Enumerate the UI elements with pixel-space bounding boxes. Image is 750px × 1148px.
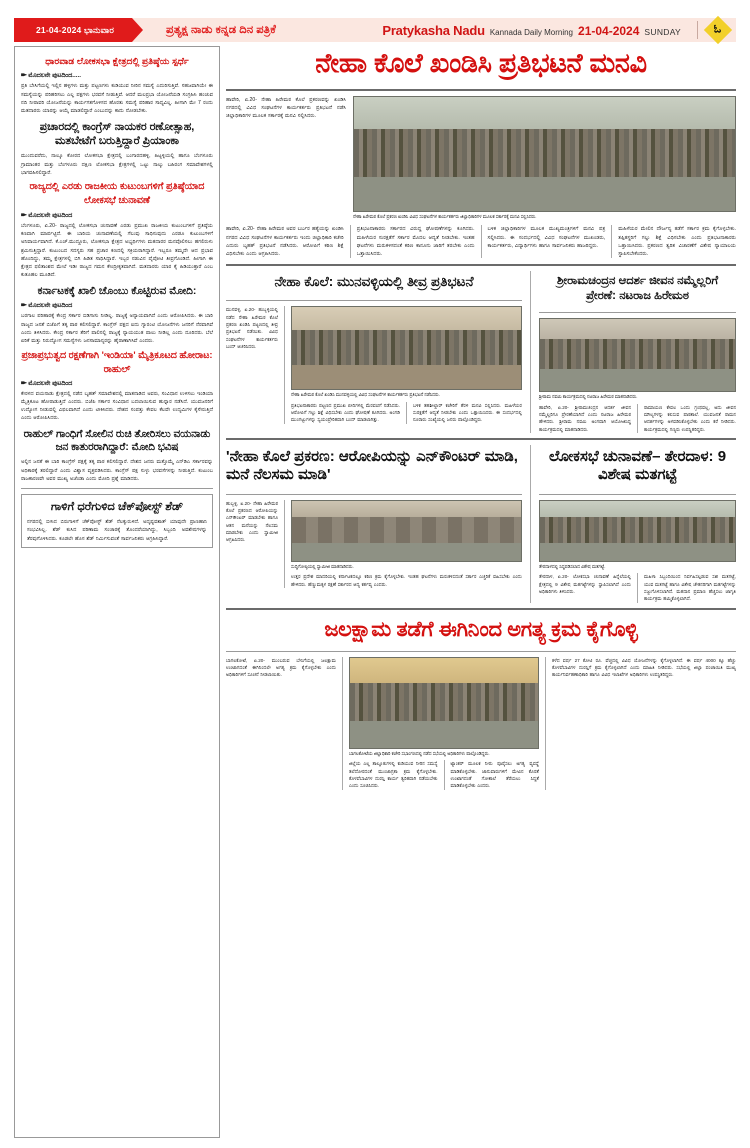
lead-col-3: ಬಳಿಕ ಜಿಲ್ಲಾಧಿಕಾರಿಗಳ ಮೂಲಕ ಮುಖ್ಯಮಂತ್ರಿಗಳಿಗೆ ಮನವಿ ಪತ್ರ ಸಲ್ಲಿಸಿದರು. ಈ ಸಂದರ್ಭದಲ್ಲಿ ವಿವಿಧ ಸಂಘಟನೆಗಳ ಮುಖಂಡರು, ಕಾರ್ಯಕರ್ತರು, ವಿದ್ಯಾರ್ಥಿಗಳು ಹಾಗೂ ಸಾರ್ವಜನಿಕರು ಹಾಜರಿದ್ದರು.	[487, 226, 606, 249]
section4	[226, 615, 736, 790]
masthead-logo-glyph: ಓ	[714, 23, 722, 36]
section3-right-photo-caption: ತೇರದಾಳದಲ್ಲಿ ಸಿದ್ಧಪಡಿಸಲಾದ ವಿಶೇಷ ಮತಗಟ್ಟೆ.	[539, 563, 606, 569]
lead-col-4: ಮಹಿಳೆಯರ ಮೇಲಿನ ದೌರ್ಜನ್ಯ ತಡೆಗೆ ಸರ್ಕಾರ ಕ್ರಮ ಕೈಗೊಳ್ಳಬೇಕು. ತಪ್ಪಿತಸ್ಥರಿಗೆ ಗಲ್ಲು ಶಿಕ್ಷೆ ವಿಧಿಸಬೇಕು ಎಂದು ಪ್ರತಿಭಟನಾಕಾರರು ಒತ್ತಾಯಿಸಿದರು. ಪ್ರಕರಣದ ತ್ವರಿತ ವಿಚಾರಣೆಗೆ ವಿಶೇಷ ನ್ಯಾಯಾಲಯ ಸ್ಥಾಪಿಸಬೇಕೆಂದರು.	[618, 226, 736, 258]
left-story-5-body: ಅಲ್ಲಿನ ಜನತೆ ಈ ಬಾರಿ ಕಾಂಗ್ರೆಸ್ ಪಕ್ಷಕ್ಕೆ ತಕ್ಕ ಪಾಠ ಕಲಿಸಲಿದ್ದಾರೆ. ದೇಶದ ಜನರು ಮತ್ತೊಮ್ಮೆ ಎನ್‌ಡಿಎ ಸರ್ಕಾರವನ್ನು ಅಧಿಕಾರಕ್ಕೆ ತರಲಿದ್ದಾರೆ ಎಂದು ವಿಶ್ವಾಸ ವ್ಯಕ್ತಪಡಿಸಿದರು. ಕಾಂಗ್ರೆಸ್ ಪಕ್ಷ ಸುಳ್ಳು ಭರವಸೆಗಳನ್ನು ನೀಡುತ್ತಿದೆ. ಕುಟುಂಬ ರಾಜಕಾರಣವೇ ಅವರ ಮುಖ್ಯ ಅಜೆಂಡಾ ಎಂದು ಮೋದಿ ಪ್ರಶ್ನೆ ಮಾಡಿದರು.	[21, 459, 213, 482]
left-story-5-headline: ರಾಹುಲ್ ಗಾಂಧಿಗೆ ಸೋಲಿನ ರುಚಿ ತೋರಿಸಲು ವಯನಾಡು ಜನ ಕಾತುರರಾಗಿದ್ದಾರೆ: ಮೋದಿ ಭವಿಷ	[23, 428, 211, 453]
masthead-day: SUNDAY	[644, 26, 681, 37]
section4-headline: ಜಲಕ್ಷಾಮ ತಡೆಗೆ ಈಗಿನಿಂದ ಅಗತ್ಯ ಕ್ರಮ ಕೈಗೊಳ್ಳಿ	[324, 617, 638, 641]
masthead-date: 21-04-2024	[578, 23, 640, 38]
section4-col-1: ಬಾಗಲಕೋಟೆ, ಏ.20- ಮುಂಬರುವ ಬೇಸಿಗೆಯಲ್ಲಿ ಜಲಕ್ಷಾಮ ಉಂಟಾಗದಂತೆ ಈಗಿನಿಂದಲೇ ಅಗತ್ಯ ಕ್ರಮ ಕೈಗೊಳ್ಳಬೇಕು ಎಂದು ಅಧಿಕಾರಿಗಳಿಗೆ ಸೂಚನೆ ನೀಡಲಾಯಿತು.	[226, 657, 336, 678]
section3-top-rule	[226, 438, 736, 440]
left-story-3-kicker: ➨ ಮೊದಲನೇ ಪುಟದಿಂದ	[21, 302, 73, 310]
section2-left-story	[226, 271, 522, 433]
left-story-6-headline: ಗಾಳಿಗೆ ಧರೆಗುಳಿದ ಚೆಕ್‌ಪೋಸ್ಟ್ ಶೆಡ್	[50, 501, 184, 514]
lead-rule	[226, 89, 736, 91]
masthead-logo-icon	[704, 16, 732, 44]
left-story-6-body: ನಗರದಲ್ಲಿ ಬೀಸಿದ ಬಿರುಗಾಳಿಗೆ ಚೆಕ್‌ಪೋಸ್ಟ್ ಶೆಡ್ ನೆಲಕ್ಕುರುಳಿದೆ. ಅದೃಷ್ಟವಶಾತ್ ಯಾವುದೇ ಪ್ರಾಣಹಾನಿ ಸಂಭವಿಸಿಲ್ಲ. ಶೆಡ್ ಕುಸಿದ ಪರಿಣಾಮ ಸಂಚಾರಕ್ಕೆ ತೊಂದರೆಯಾಗಿದ್ದು, ಸಿಬ್ಬಂದಿ ಅವಶೇಷಗಳನ್ನು ತೆರವುಗೊಳಿಸಿದರು. ಕೂಡಲೇ ಹೊಸ ಶೆಡ್ ನಿರ್ಮಿಸುವಂತೆ ಸಾರ್ವಜನಿಕರು ಆಗ್ರಹಿಸಿದ್ದಾರೆ.	[27, 519, 207, 542]
section3-right-photo	[539, 500, 736, 562]
section2-right-story	[539, 271, 736, 433]
section2-left-photo-caption: ನೇಹಾ ಹಿರೇಮಠ ಕೊಲೆ ಖಂಡಿಸಿ ಮುನವಳ್ಳಿಯಲ್ಲಿ ವಿವಿಧ ಸಂಘಟನೆಗಳ ಕಾರ್ಯಕರ್ತರು ಪ್ರತಿಭಟನೆ ನಡೆಸಿದರು.	[291, 392, 440, 398]
left-story-0-headline: ಧಾರವಾಡ ಲೋಕಸಭಾ ಕ್ಷೇತ್ರದಲ್ಲಿ ಪ್ರತಿಷ್ಠೆಯ ಸ್ಪರ್ಧೆ	[45, 56, 189, 66]
section2-right-col-1: ಹಾವೇರಿ, ಏ.20- ಶ್ರೀರಾಮಚಂದ್ರನ ಆದರ್ಶ ಜೀವನ ನಮ್ಮೆಲ್ಲರಿಗೂ ಪ್ರೇರಣೆಯಾಗಿದೆ ಎಂದು ನಟರಾಜ ಹಿರೇಮಠ ಹೇಳಿದರು. ಶ್ರೀರಾಮ ನವಮಿ ಅಂಗವಾಗಿ ಆಯೋಜಿಸಿದ್ದ ಕಾರ್ಯಕ್ರಮದಲ್ಲಿ ಮಾತನಾಡಿದರು.	[539, 404, 631, 432]
section2	[226, 271, 736, 433]
left-story-4	[21, 348, 213, 422]
left-story-0-body: ಪ್ರತಿ ಬೇಸಿಗೆಯಲ್ಲಿ ಇಲ್ಲಿನ ಹಳ್ಳಿಗಳು ಮತ್ತು ಪಟ್ಟಣಗಳು ಕುಡಿಯುವ ನೀರಿನ ಸಮಸ್ಯೆ ಎದುರಿಸುತ್ತಿವೆ. ಸಹಜವಾಗಿಯೇ ಈ ಸಮಸ್ಯೆಯನ್ನು ಪರಿಹರಿಸಲು ಎಲ್ಲ ಪಕ್ಷಗಳು ಭರವಸೆ ನೀಡುತ್ತಿವೆ. ಆದರೆ ಮಲಪ್ರಭಾ ಯೋಜನೆಯಡಿ ಸಂಗ್ರಹಿಸಿ ಹಂಚುವ ನದಿ ನೀರಾವರಿ ಯೋಜನೆಯನ್ನು ಕಾರ್ಯಗತಗೊಳಿಸದ ಹೊರತು ಸಮಸ್ಯೆ ಪರಿಹಾರ ಸಾಧ್ಯವಿಲ್ಲ. ಹೀಗಾಗಿ ಮೇ 7 ರಂದು ಮತದಾರರು ಯಾರನ್ನು ಆಯ್ಕೆ ಮಾಡಲಿದ್ದಾರೆ ಎಂಬುದನ್ನು ಕಾದು ನೋಡಬೇಕು.	[21, 83, 213, 115]
lead-photo	[353, 96, 736, 212]
section4-photo	[349, 657, 539, 749]
lead-col-2: ಪ್ರತಿಭಟನಾಕಾರರು ಸರ್ಕಾರದ ವಿರುದ್ಧ ಘೋಷಣೆಗಳನ್ನು ಕೂಗಿದರು. ಮಹಿಳೆಯರ ಸುರಕ್ಷತೆಗೆ ಸರ್ಕಾರ ಮೊದಲ ಆದ್ಯತೆ ನೀಡಬೇಕು. ಇಂತಹ ಘಟನೆಗಳು ಮರುಕಳಿಸದಂತೆ ಕಠಿಣ ಕಾನೂನು ಜಾರಿಗೆ ತರಬೇಕು ಎಂದು ಒತ್ತಾಯಿಸಿದರು.	[356, 226, 475, 258]
section3	[226, 445, 736, 603]
section2-right-photo-caption: ಶ್ರೀರಾಮ ನವಮಿ ಕಾರ್ಯಕ್ರಮದಲ್ಲಿ ನಟರಾಜ ಹಿರೇಮಠ ಮಾತನಾಡಿದರು.	[539, 394, 638, 400]
lead-photo-wrap	[353, 96, 736, 221]
section4-top-rule	[226, 608, 736, 610]
section2-left-headline: ನೇಹಾ ಕೊಲೆ: ಮುನವಳ್ಳಿಯಲ್ಲಿ ತೀವ್ರ ಪ್ರತಿಭಟನೆ	[274, 274, 474, 290]
section4-photo-caption: ಬಾಗಲಕೋಟೆಯ ಜಿಲ್ಲಾಧಿಕಾರಿ ಕಚೇರಿ ಸಭಾಂಗಣದಲ್ಲಿ ನಡೆದ ಸಭೆಯಲ್ಲಿ ಅಧಿಕಾರಿಗಳು ಪಾಲ್ಗೊಂಡಿದ್ದರು.	[349, 750, 490, 756]
section3-left-photo	[291, 500, 522, 562]
left-story-2-body: ಬೆಂಗಳೂರು, ಏ.20- ರಾಜ್ಯದಲ್ಲಿ ಲೋಕಸಭಾ ಚುನಾವಣೆ ಎರಡು ಪ್ರಮುಖ ರಾಜಕೀಯ ಕುಟುಂಬಗಳಿಗೆ ಪ್ರತಿಷ್ಠೆಯ ಕಣವಾಗಿ ಮಾರ್ಪಟ್ಟಿದೆ. ಈ ಬಾರಿಯ ಚುನಾವಣೆಯಲ್ಲಿ ಗೆಲುವು ಸಾಧಿಸುವುದು ಎರಡೂ ಕುಟುಂಬಗಳಿಗೆ ಅನಿವಾರ್ಯವಾಗಿದೆ. ಕೆ.ಎಚ್.ಮುದ್ದೂರು, ಲೋಕಸಭಾ ಕ್ಷೇತ್ರದ ಅಭ್ಯರ್ಥಿಗಳು ಮತದಾರರ ಮನವೊಲಿಸಲು ಹಗಲಿರುಳು ಶ್ರಮಿಸುತ್ತಿದ್ದಾರೆ. ಕುಟುಂಬದ ಸದಸ್ಯರು ಸಹ ಪ್ರಚಾರ ಕಣದಲ್ಲಿ ಸಕ್ರಿಯರಾಗಿದ್ದಾರೆ. ಇಬ್ಬರೂ ತಮ್ಮದೇ ಆದ ಪ್ರಭಾವ ಹೊಂದಿದ್ದು, ತಮ್ಮ ಕ್ಷೇತ್ರಗಳಲ್ಲಿ ಬಿಗಿ ಹಿಡಿತ ಸಾಧಿಸಿದ್ದಾರೆ. ಇಬ್ಬರ ನಡುವಿನ ಪೈಪೋಟಿ ತೀವ್ರಗೊಂಡಿದೆ. ಹೀಗಾಗಿ ಈ ಕ್ಷೇತ್ರದ ಫಲಿತಾಂಶದ ಮೇಲೆ ಇಡೀ ರಾಜ್ಯದ ಗಮನ ಕೇಂದ್ರೀಕೃತವಾಗಿದೆ. ಮತದಾರರು ಯಾರ ಕೈ ಹಿಡಿಯುತ್ತಾರೆ ಎಂಬ ಕುತೂಹಲ ಮೂಡಿದೆ.	[21, 222, 213, 279]
left-story-2	[21, 180, 213, 280]
lead-photo-caption: ನೇಹಾ ಹಿರೇಮಠ ಕೊಲೆ ಪ್ರಕರಣ ಖಂಡಿಸಿ ವಿವಿಧ ಸಂಘಟನೆಗಳ ಕಾರ್ಯಕರ್ತರು ಜಿಲ್ಲಾಧಿಕಾರಿಗಳ ಮೂಲಕ ಸರ್ಕಾರಕ್ಕೆ ಮನವಿ ಸಲ್ಲಿಸಿದರು.	[353, 213, 537, 219]
masthead-date-flag	[14, 18, 132, 42]
left-story-0-kicker: ➨ ಮೊದಲನೇ ಪುಟದಿಂದ.....	[21, 72, 81, 80]
section2-left-photo	[291, 306, 522, 390]
left-story-3-body: ಬರಗಾಲ ಪರಿಹಾರಕ್ಕೆ ಕೇಂದ್ರ ಸರ್ಕಾರ ಬಿಡಿಗಾಸು ನೀಡಿಲ್ಲ. ರಾಜ್ಯಕ್ಕೆ ಅನ್ಯಾಯವಾಗಿದೆ ಎಂದು ಆರೋಪಿಸಿದರು. ಈ ಬಾರಿ ರಾಜ್ಯದ ಜನತೆ ಬಿಜೆಪಿಗೆ ತಕ್ಕ ಪಾಠ ಕಲಿಸಲಿದ್ದಾರೆ. ಕಾಂಗ್ರೆಸ್ ಪಕ್ಷದ ಐದು ಗ್ಯಾರಂಟಿ ಯೋಜನೆಗಳು ಜನರಿಗೆ ನೆರವಾಗಿವೆ ಎಂದು ತಿಳಿಸಿದರು. ಕೇಂದ್ರ ಸರ್ಕಾರ ತೆರಿಗೆ ಪಾಲಿನಲ್ಲಿ ರಾಜ್ಯಕ್ಕೆ ನ್ಯಾಯಯುತ ಪಾಲು ನೀಡಿಲ್ಲ ಎಂದು ದೂರಿದರು. ಬೆಲೆ ಏರಿಕೆ ಮತ್ತು ನಿರುದ್ಯೋಗ ಸಮಸ್ಯೆಗಳು ಜನಸಾಮಾನ್ಯರನ್ನು ಹೈರಾಣಾಗಿಸಿವೆ ಎಂದರು.	[21, 313, 213, 345]
left-story-3-headline: ಕರ್ನಾಟಕಕ್ಕೆ ಖಾಲಿ ಚೊಂಬು ಕೊಟ್ಟಿರುವ ಮೋದಿ:	[37, 284, 197, 297]
lead-col-1: ಹಾವೇರಿ, ಏ.20- ನೇಹಾ ಹಿರೇಮಠ ಅವರ ಬರ್ಬರ ಹತ್ಯೆಯನ್ನು ಖಂಡಿಸಿ ನಗರದ ವಿವಿಧ ಸಂಘಟನೆಗಳ ಕಾರ್ಯಕರ್ತರು ಇಂದು ಜಿಲ್ಲಾಧಿಕಾರಿ ಕಚೇರಿ ಎದುರು ಬೃಹತ್ ಪ್ರತಿಭಟನೆ ನಡೆಸಿದರು. ಆರೋಪಿಗೆ ಕಠಿಣ ಶಿಕ್ಷೆ ವಿಧಿಸಬೇಕು ಎಂದು ಆಗ್ರಹಿಸಿದರು.	[226, 226, 344, 258]
left-story-4-body: ಕೇರಳದ ವಯನಾಡು ಕ್ಷೇತ್ರದಲ್ಲಿ ನಡೆದ ಬೃಹತ್ ಸಮಾವೇಶದಲ್ಲಿ ಮಾತನಾಡಿದ ಅವರು, ಸಂವಿಧಾನ ಉಳಿಸಲು ಇಂಡಿಯಾ ಮೈತ್ರಿಕೂಟ ಹೋರಾಡುತ್ತಿದೆ ಎಂದರು. ಬಿಜೆಪಿ ಸರ್ಕಾರ ಸಂವಿಧಾನ ಬದಲಾಯಿಸುವ ಹುನ್ನಾರ ನಡೆಸಿದೆ. ಯುವಜನರಿಗೆ ಉದ್ಯೋಗ ನೀಡುವಲ್ಲಿ ವಿಫಲವಾಗಿದೆ ಎಂದು ಟೀಕಿಸಿದರು. ದೇಶದ ಸಂಪತ್ತು ಕೇವಲ ಕೆಲವೇ ಉದ್ಯಮಿಗಳ ಕೈಸೇರುತ್ತಿದೆ ಎಂದು ಆರೋಪಿಸಿದರು.	[21, 390, 213, 422]
section2-left-col-1: ಮುನವಳ್ಳಿ, ಏ.20- ಹುಬ್ಬಳ್ಳಿಯಲ್ಲಿ ನಡೆದ ನೇಹಾ ಹಿರೇಮಠ ಕೊಲೆ ಪ್ರಕರಣ ಖಂಡಿಸಿ ಪಟ್ಟಣದಲ್ಲಿ ತೀವ್ರ ಪ್ರತಿಭಟನೆ ನಡೆಯಿತು. ವಿವಿಧ ಸಂಘಟನೆಗಳ ಕಾರ್ಯಕರ್ತರು ಬಂದ್ ಆಚರಿಸಿದರು.	[226, 307, 278, 349]
masthead-divider	[697, 21, 698, 39]
section3-right-story	[539, 445, 736, 603]
section3-left-col-2: ಉತ್ತರ ಪ್ರದೇಶ ಮಾದರಿಯಲ್ಲಿ ಕರ್ನಾಟಕದಲ್ಲೂ ಕಠಿಣ ಕ್ರಮ ಕೈಗೊಳ್ಳಬೇಕು. ಇಂತಹ ಘಟನೆಗಳು ಮರುಕಳಿಸದಂತೆ ಸರ್ಕಾರ ಎಚ್ಚರಿಕೆ ವಹಿಸಬೇಕು ಎಂದು ಹೇಳಿದರು. ಹೆಣ್ಣುಮಕ್ಕಳ ರಕ್ಷಣೆ ಸರ್ಕಾರದ ಆದ್ಯ ಕರ್ತವ್ಯ ಎಂದರು.	[291, 574, 522, 587]
lead-body-row	[226, 225, 736, 258]
section4-col-4: ಕಳೆದ ವರ್ಷ 27 ಕೋಟಿ ರೂ. ವೆಚ್ಚದಲ್ಲಿ ವಿವಿಧ ಯೋಜನೆಗಳನ್ನು ಕೈಗೊಳ್ಳಲಾಗಿದೆ. ಈ ವರ್ಷ 4000 ಕ್ಕೂ ಹೆಚ್ಚು ಕೊಳವೆಬಾವಿಗಳ ದುರಸ್ತಿಗೆ ಕ್ರಮ ಕೈಗೊಳ್ಳಲಾಗಿದೆ ಎಂದು ಮಾಹಿತಿ ನೀಡಿದರು. ಸಭೆಯಲ್ಲಿ ಜಿಲ್ಲಾ ಪಂಚಾಯಿತಿ ಮುಖ್ಯ ಕಾರ್ಯನಿರ್ವಹಣಾಧಿಕಾರಿ ಹಾಗೂ ವಿವಿಧ ಇಲಾಖೆಗಳ ಅಧಿಕಾರಿಗಳು ಉಪಸ್ಥಿತರಿದ್ದರು.	[552, 657, 736, 678]
section2-left-col-2: ಪ್ರತಿಭಟನಾಕಾರರು ಪಟ್ಟಣದ ಪ್ರಮುಖ ಬೀದಿಗಳಲ್ಲಿ ಮೆರವಣಿಗೆ ನಡೆಸಿದರು. ಆರೋಪಿಗೆ ಗಲ್ಲು ಶಿಕ್ಷೆ ವಿಧಿಸಬೇಕು ಎಂದು ಘೋಷಣೆ ಕೂಗಿದರು. ಅಂಗಡಿ ಮುಂಗಟ್ಟುಗಳನ್ನು ಸ್ವಯಂಪ್ರೇರಿತವಾಗಿ ಬಂದ್ ಮಾಡಲಾಗಿತ್ತು.	[291, 402, 400, 423]
left-story-4-kicker: ➨ ಮೊದಲನೇ ಪುಟದಿಂದ	[21, 379, 73, 387]
section3-right-col-2: ಮಹಿಳಾ ಸಿಬ್ಬಂದಿಯಿಂದ ನಿರ್ವಹಿಸಲ್ಪಡುವ ಸಖಿ ಮತಗಟ್ಟೆ, ಯುವ ಮತಗಟ್ಟೆ ಹಾಗೂ ವಿಶೇಷ ಚೇತನರಿಗಾಗಿ ಮತಗಟ್ಟೆಗಳನ್ನು ಸಜ್ಜುಗೊಳಿಸಲಾಗಿದೆ. ಮತದಾನ ಪ್ರಮಾಣ ಹೆಚ್ಚಿಸಲು ಜಾಗೃತಿ ಕಾರ್ಯಕ್ರಮ ಹಮ್ಮಿಕೊಳ್ಳಲಾಗಿದೆ.	[644, 574, 736, 602]
left-story-2-kicker: ➨ ಮೊದಲನೇ ಪುಟದಿಂದ	[21, 211, 73, 219]
newspaper-page	[14, 46, 736, 1138]
section2-right-rule	[539, 312, 736, 313]
lead-top-row	[226, 96, 736, 221]
left-story-5	[21, 428, 213, 484]
section2-right-photo	[539, 318, 736, 392]
left-story-1-body: ಮುಂದುವರೆದು, ನಾಲ್ಕೂ ಕೋರದ ಲೋಕಸಭಾ ಕ್ಷೇತ್ರದಲ್ಲಿ ಬಂಗಾರದಹಳ್ಳಿ, ಹಿಟ್ಟಳ್ಳಿಯಲ್ಲಿ ಹಾಗೂ ಬೆಂಗಳೂರು ಗ್ರಾಮಾಂತರ ಮತ್ತು ಬೆಂಗಳೂರು ದಕ್ಷಿಣ ಲೋಕಸಭಾ ಕ್ಷೇತ್ರಗಳಲ್ಲಿ ಒಟ್ಟು ನಾಲ್ಕು ಬಹಿರಂಗ ಸಮಾವೇಶಗಳಲ್ಲಿ ಭಾಗವಹಿಸಲಿದ್ದಾರೆ.	[21, 153, 213, 176]
section4-col-2: ಜಿಲ್ಲೆಯ ಎಲ್ಲ ತಾಲ್ಲೂಕುಗಳಲ್ಲಿ ಕುಡಿಯುವ ನೀರಿನ ಸಮಸ್ಯೆ ತಲೆದೋರದಂತೆ ಮುಂಜಾಗ್ರತಾ ಕ್ರಮ ಕೈಗೊಳ್ಳಬೇಕು. ಕೊಳವೆಬಾವಿಗಳ ದುರಸ್ತಿ ಕಾರ್ಯ ತ್ವರಿತವಾಗಿ ನಡೆಯಬೇಕು ಎಂದು ಸೂಚಿಸಿದರು.	[349, 761, 438, 789]
section3-left-story	[226, 445, 522, 603]
section3-left-headline: 'ನೇಹಾ ಕೊಲೆ ಪ್ರಕರಣ: ಆರೋಪಿಯನ್ನು ಎನ್‌ಕೌಂಟರ್ ಮಾಡಿ, ಮನೆ ನೆಲಸಮ ಮಾಡಿ'	[226, 448, 518, 484]
section4-col-3: ಟ್ಯಾಂಕರ್ ಮೂಲಕ ನೀರು ಪೂರೈಸಲು ಅಗತ್ಯ ವ್ಯವಸ್ಥೆ ಮಾಡಿಕೊಳ್ಳಬೇಕು. ಜಾನುವಾರುಗಳಿಗೆ ಮೇವಿನ ಕೊರತೆ ಉಂಟಾಗದಂತೆ ಗೋಶಾಲೆ ತೆರೆಯಲು ಸಿದ್ಧತೆ ಮಾಡಿಕೊಳ್ಳಬೇಕು ಎಂದರು.	[450, 761, 539, 789]
left-story-1-headline: ಪ್ರಚಾರದಲ್ಲಿ ಕಾಂಗ್ರೆಸ್ ನಾಯಕರ ರಣೋತ್ಸಾಹ, ಮತಬೇಟೆಗೆ ಬರುತ್ತಿದ್ದಾರೆ ಪ್ರಿಯಾಂಕಾ	[39, 121, 195, 148]
left-divider-rule	[21, 488, 213, 489]
left-story-3	[21, 285, 213, 346]
section2-right-headline: ಶ್ರೀರಾಮಚಂದ್ರನ ಆದರ್ಶ ಜೀವನ ನಮ್ಮೆಲ್ಲರಿಗೆ ಪ್ರೇರಣೆ: ನಟರಾಜ ಹಿರೇಮಠ	[556, 275, 719, 302]
section2-left-rule	[226, 300, 522, 301]
left-story-1	[21, 120, 213, 177]
section4-rule	[226, 651, 736, 652]
main-column	[226, 46, 736, 1138]
lead-intro: ಹಾವೇರಿ, ಏ.20- ನೇಹಾ ಹಿರೇಮಠ ಕೊಲೆ ಪ್ರಕರಣವನ್ನು ಖಂಡಿಸಿ ನಗರದಲ್ಲಿ ವಿವಿಧ ಸಂಘಟನೆಗಳ ಕಾರ್ಯಕರ್ತರು ಪ್ರತಿಭಟನೆ ನಡೆಸಿ ಜಿಲ್ಲಾಧಿಕಾರಿಗಳ ಮೂಲಕ ಸರ್ಕಾರಕ್ಕೆ ಮನವಿ ಸಲ್ಲಿಸಿದರು.	[226, 96, 346, 120]
left-story-6	[21, 494, 213, 548]
lead-headline: ನೇಹಾ ಕೊಲೆ ಖಂಡಿಸಿ ಪ್ರತಿಭಟನೆ ಮನವಿ	[315, 48, 647, 78]
section2-left-col-3: ಬಳಿಕ ತಹಶೀಲ್ದಾರ್ ಕಚೇರಿಗೆ ತೆರಳಿ ಮನವಿ ಸಲ್ಲಿಸಿದರು. ಮಹಿಳೆಯರ ಸುರಕ್ಷತೆಗೆ ಆದ್ಯತೆ ನೀಡಬೇಕು ಎಂದು ಒತ್ತಾಯಿಸಿದರು. ಈ ಸಂದರ್ಭದಲ್ಲಿ ನೂರಾರು ಸಂಖ್ಯೆಯಲ್ಲಿ ಜನರು ಪಾಲ್ಗೊಂಡಿದ್ದರು.	[413, 402, 522, 423]
section3-left-photo-caption: ಸುದ್ದಿಗೋಷ್ಠಿಯಲ್ಲಿ ಸ್ವಾಮೀಜಿ ಮಾತನಾಡಿದರು.	[291, 563, 354, 569]
section4-row	[226, 657, 736, 790]
masthead	[14, 18, 736, 42]
lead-intro-col	[226, 96, 346, 121]
left-story-4-headline: ಪ್ರಜಾಪ್ರಭುತ್ವದ ರಕ್ಷಣೆಗಾಗಿ 'ಇಂಡಿಯಾ' ಮೈತ್ರಿಕೂಟದ ಹೋರಾಟ: ರಾಹುಲ್	[21, 349, 213, 374]
section3-left-col-1: ಹುಬ್ಬಳ್ಳಿ, ಏ.20- ನೇಹಾ ಹಿರೇಮಠ ಕೊಲೆ ಪ್ರಕರಣದ ಆರೋಪಿಯನ್ನು ಎನ್‌ಕೌಂಟರ್ ಮಾಡಬೇಕು ಹಾಗೂ ಆತನ ಮನೆಯನ್ನು ನೆಲಸಮ ಮಾಡಬೇಕು ಎಂದು ಸ್ವಾಮೀಜಿ ಆಗ್ರಹಿಸಿದರು.	[226, 500, 278, 543]
section3-right-col-1: ತೇರದಾಳ, ಏ.20- ಲೋಕಸಭಾ ಚುನಾವಣೆ ಹಿನ್ನೆಲೆಯಲ್ಲಿ ಕ್ಷೇತ್ರದಲ್ಲಿ 9 ವಿಶೇಷ ಮತಗಟ್ಟೆಗಳನ್ನು ಸ್ಥಾಪಿಸಲಾಗಿದೆ ಎಂದು ಅಧಿಕಾರಿಗಳು ತಿಳಿಸಿದರು.	[539, 574, 631, 594]
masthead-right-group	[382, 23, 687, 38]
masthead-flag-date: 21-04-2024 ಭಾನುವಾರ	[36, 24, 115, 35]
left-story-0	[21, 55, 213, 115]
section2-right-col-2: ರಾಮಾಯಣ ಕೇವಲ ಒಂದು ಗ್ರಂಥವಲ್ಲ, ಅದು ಜೀವನ ಮೌಲ್ಯಗಳನ್ನು ಕಲಿಸುವ ಪಾಠಶಾಲೆ. ಯುವಜನತೆ ರಾಮನ ಆದರ್ಶಗಳನ್ನು ಅಳವಡಿಸಿಕೊಳ್ಳಬೇಕು ಎಂದು ಕರೆ ನೀಡಿದರು. ಕಾರ್ಯಕ್ರಮದಲ್ಲಿ ಗಣ್ಯರು ಉಪಸ್ಥಿತರಿದ್ದರು.	[644, 404, 736, 432]
masthead-subtitle: Kannada Daily Morning	[489, 27, 574, 37]
section3-right-headline: ಲೋಕಸಭೆ ಚುನಾವಣೆ– ತೇರದಾಳ: 9 ವಿಶೇಷ ಮತಗಟ್ಟೆ	[548, 448, 727, 484]
masthead-title: Pratykasha Nadu	[382, 22, 485, 38]
left-story-2-headline: ರಾಜ್ಯದಲ್ಲಿ ಎರಡು ರಾಜಕೀಯ ಕುಟುಂಬಗಳಿಗೆ ಪ್ರತಿಷ್ಠೆಯಾದ ಲೋಕಸಭೆ ಚುನಾವಣೆ	[29, 181, 205, 207]
left-sidebar-column	[14, 46, 220, 1138]
section2-top-rule	[226, 264, 736, 266]
section3-left-rule	[226, 494, 522, 495]
masthead-kannada-tagline: ಪ್ರತ್ಯಕ್ಷ ನಾಡು ಕನ್ನಡ ದಿನ ಪತ್ರಿಕೆ	[166, 23, 276, 36]
section3-right-rule	[539, 494, 736, 495]
